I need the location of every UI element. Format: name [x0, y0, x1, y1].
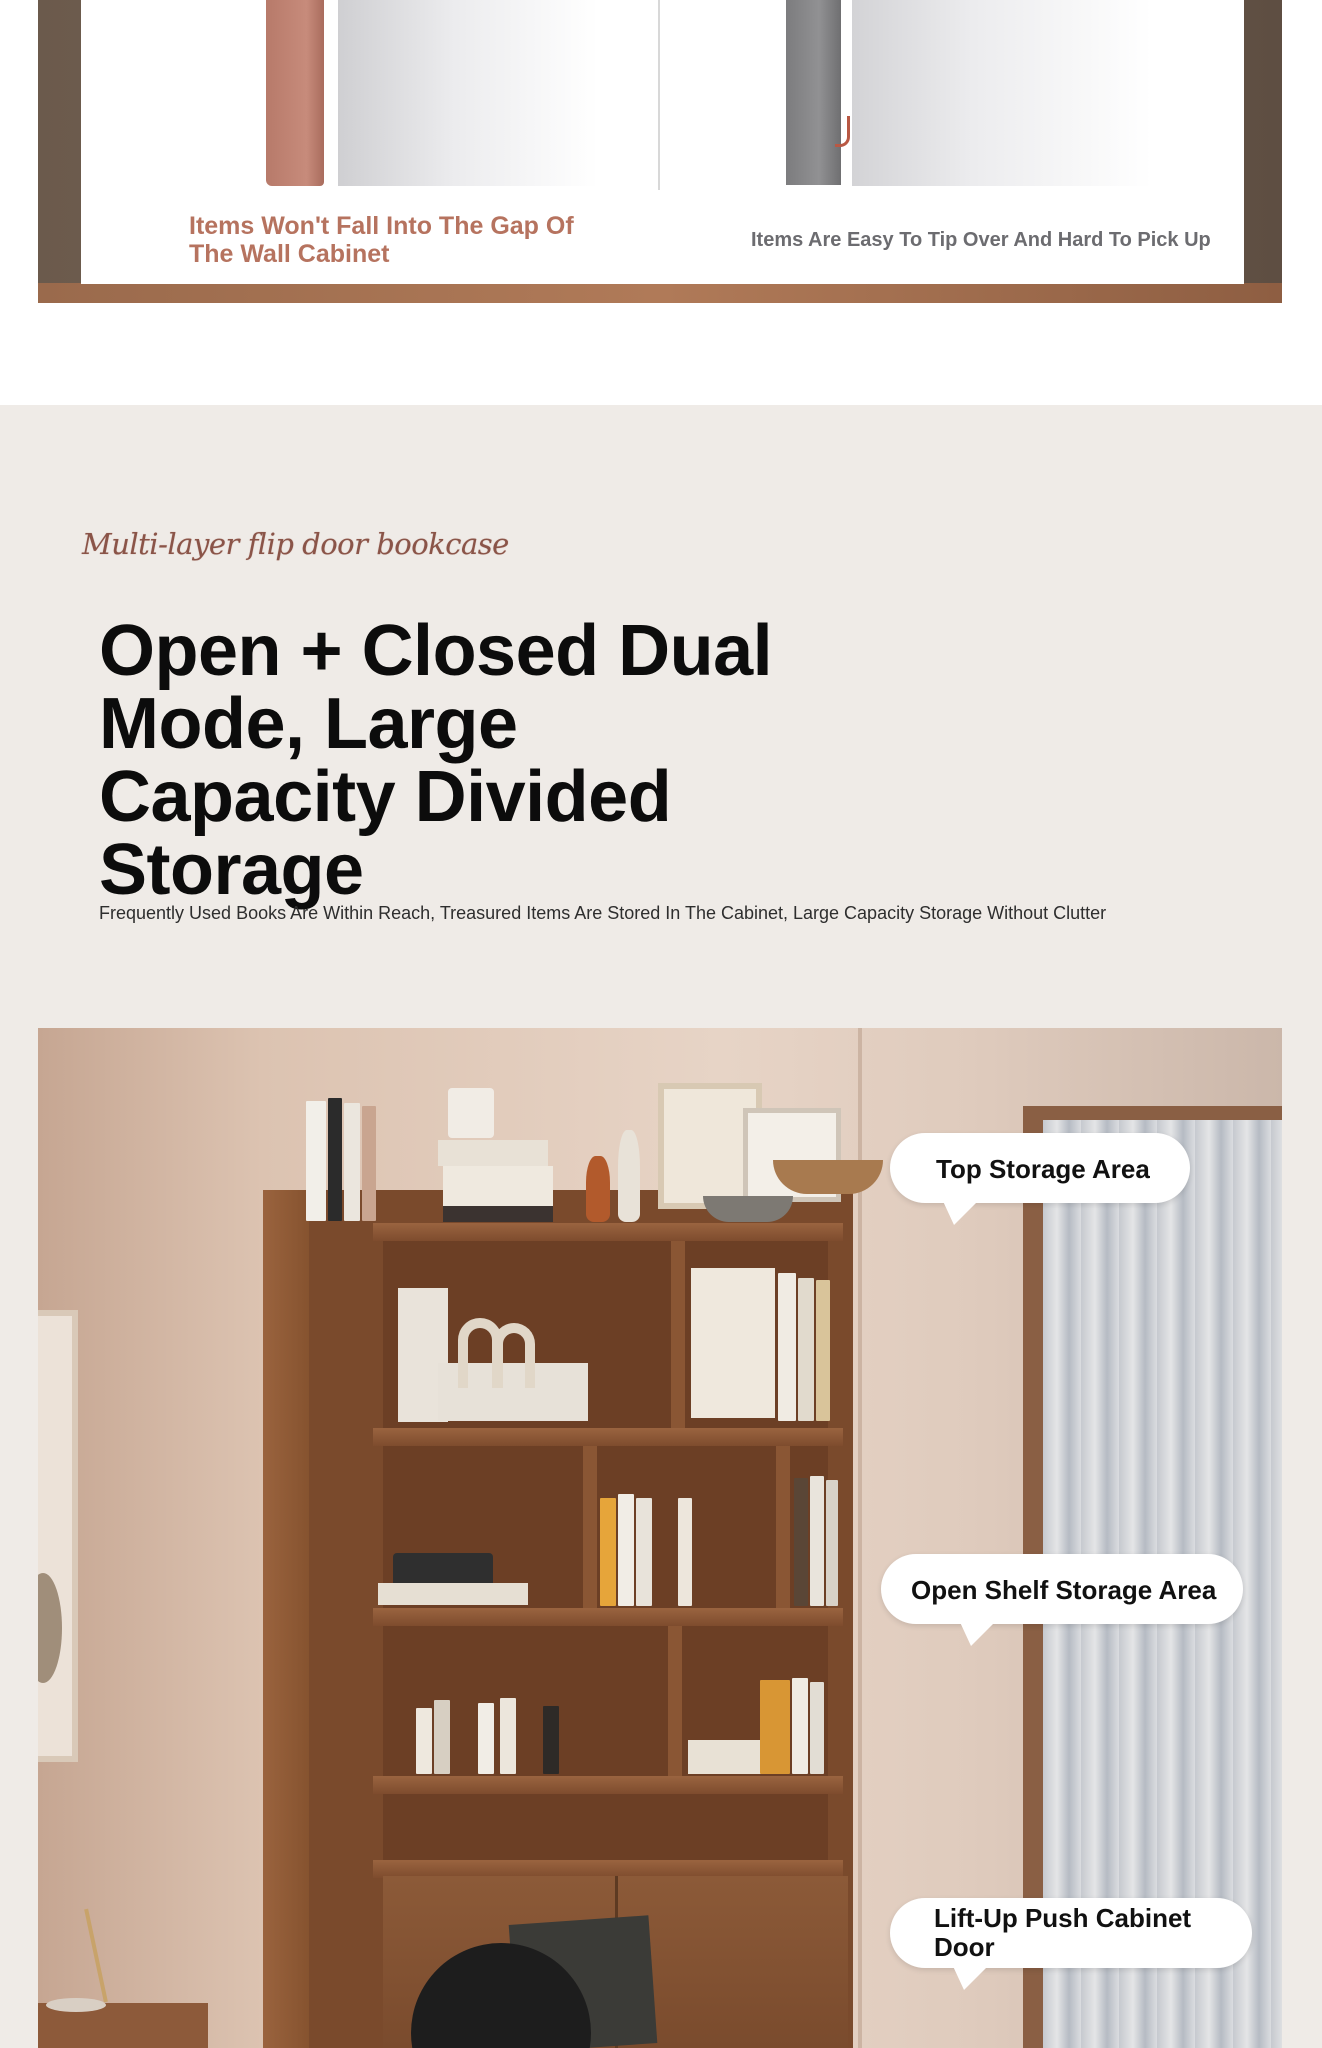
shelf-divider [583, 1446, 597, 1608]
bookcase-shelf [373, 1428, 843, 1446]
callout-top-storage [890, 1133, 1190, 1203]
fruit-bowl [773, 1160, 883, 1194]
book [826, 1480, 838, 1606]
book [816, 1280, 830, 1421]
book [344, 1103, 360, 1221]
arch-decor [493, 1323, 535, 1388]
pink-cabinet-side [266, 0, 324, 186]
book [500, 1698, 516, 1774]
gray-cabinet-side [786, 0, 841, 185]
book-stack [443, 1206, 553, 1222]
book [778, 1273, 796, 1421]
bookcase-photo [38, 1028, 1282, 2048]
callout-cabinet-door [890, 1898, 1252, 1968]
book [328, 1098, 342, 1221]
comparison-bad-caption: Items Are Easy To Tip Over And Hard To Pick Up [751, 229, 1211, 251]
book [678, 1498, 692, 1606]
book [798, 1278, 814, 1421]
callout-tail [959, 1620, 997, 1646]
shelf-divider [671, 1241, 685, 1428]
white-cabinet [852, 0, 1152, 186]
book [306, 1101, 326, 1221]
bookcase-shelf [373, 1608, 843, 1626]
book [794, 1478, 808, 1606]
callout-label: Open Shelf Storage Area [911, 1575, 1217, 1605]
book [362, 1106, 376, 1221]
lamp-base [46, 1998, 106, 2012]
book [416, 1708, 432, 1774]
book [600, 1498, 616, 1606]
comparison-banner [38, 0, 1282, 303]
script-title: Multi-layer flip door bookcase [82, 527, 509, 561]
callout-label: Lift-Up Push Cabinet Door [934, 1903, 1192, 1962]
book [760, 1680, 790, 1774]
white-cabinet [338, 0, 598, 186]
wall-art [38, 1310, 78, 1762]
decor-bowl [703, 1196, 793, 1222]
book [810, 1682, 824, 1774]
vase [448, 1088, 494, 1138]
bookcase-shelf [373, 1776, 843, 1794]
book [434, 1700, 450, 1774]
comparison-good-caption: Items Won't Fall Into The Gap Of The Wall Cabinet [189, 212, 574, 268]
main-heading: Open + Closed Dual Mode, Large Capacity Divided Storage [99, 611, 773, 910]
sub-heading: Frequently Used Books Are Within Reach, Treasured Items Are Stored In The Cabinet, Large Capacity Storage Without Clutter [99, 903, 1107, 923]
callout-tail [952, 1964, 990, 1990]
candle-holder [618, 1130, 640, 1222]
bookcase-top-shelf [373, 1223, 843, 1241]
callout-tail [942, 1199, 980, 1225]
book-stack [438, 1140, 548, 1166]
shelf-divider [776, 1446, 790, 1608]
book-stack [378, 1583, 528, 1605]
book-stack [691, 1268, 775, 1418]
book [792, 1678, 808, 1774]
callout-label: Top Storage Area [936, 1154, 1150, 1184]
callout-open-shelf [881, 1554, 1243, 1624]
bookcase-side-panel [263, 1190, 309, 2048]
hook-icon [835, 116, 850, 147]
book [543, 1706, 559, 1774]
book-stack [443, 1166, 553, 1206]
book [810, 1476, 824, 1606]
book [618, 1494, 634, 1606]
candle-holder [586, 1156, 610, 1222]
floor-strip [38, 283, 1282, 303]
lamp-stem [84, 1909, 108, 2003]
feature-section [0, 405, 1322, 2048]
shelf-divider [668, 1626, 682, 1776]
book [636, 1498, 652, 1606]
book [478, 1703, 494, 1774]
comparison-panel [81, 0, 1244, 284]
